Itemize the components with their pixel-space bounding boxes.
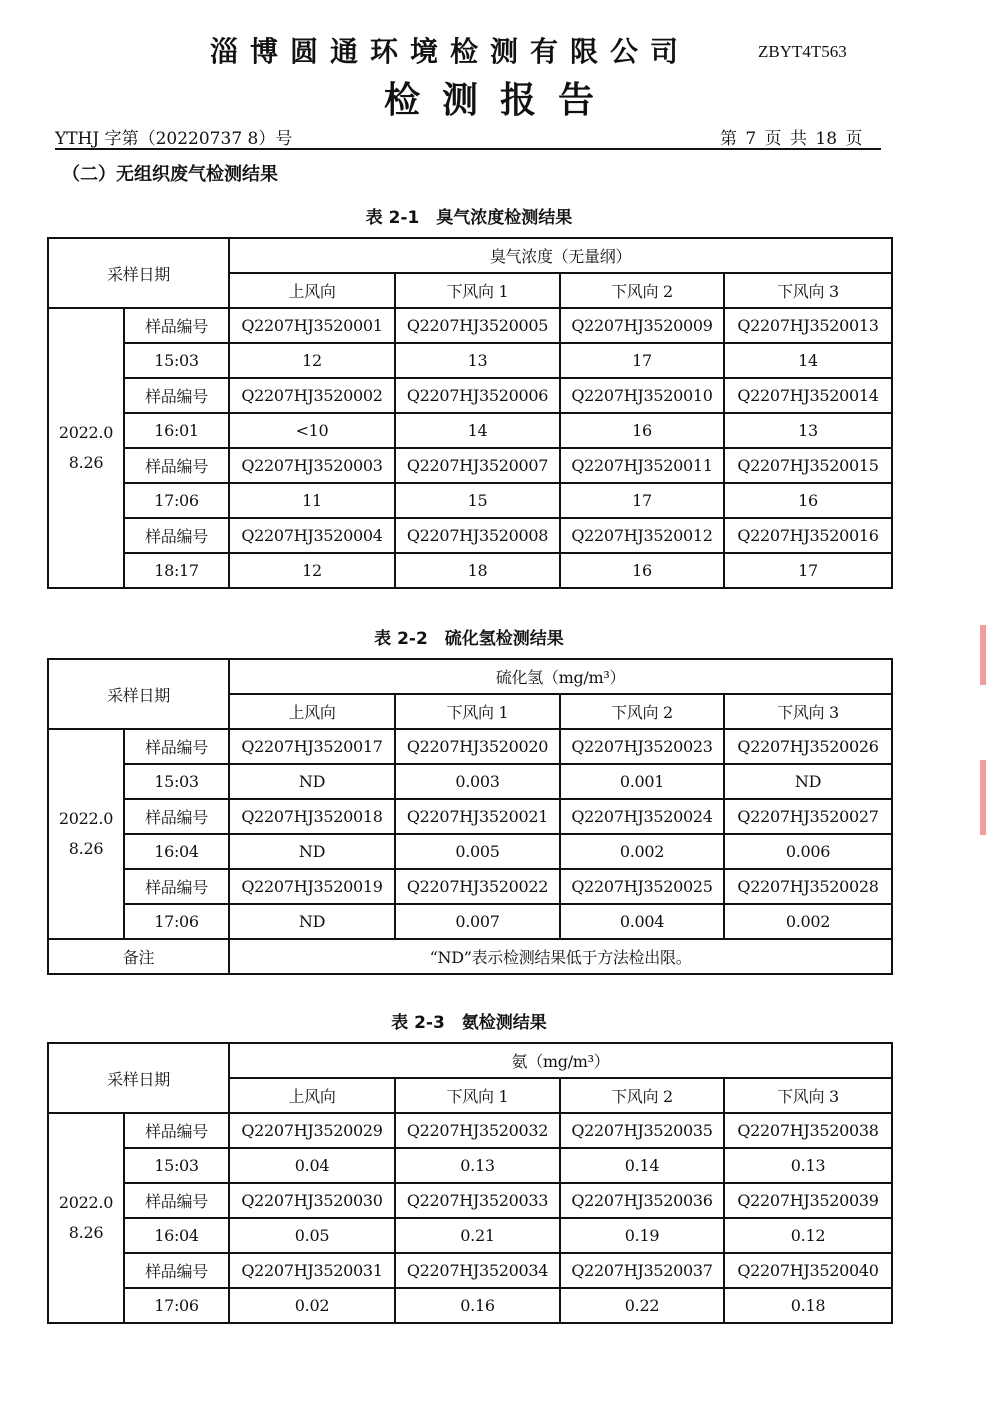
value-cell: Q2207HJ3520008 [395,518,560,553]
value-cell: Q2207HJ3520030 [229,1183,395,1218]
value-cell: 0.14 [560,1148,724,1183]
table-row [48,518,892,553]
sampling-date-cell [48,1113,124,1323]
value-cell: 0.12 [724,1218,892,1253]
row-label-cell: 样品编号 [124,308,229,343]
value-cell: Q2207HJ3520013 [724,308,892,343]
value-cell: Q2207HJ3520017 [229,729,395,764]
seal-mark [980,625,986,685]
value-cell: 0.04 [229,1148,395,1183]
row-label-cell: 17:06 [124,904,229,939]
sampling-date-cell [48,729,124,939]
column-header-cell: 下风向 1 [395,694,560,729]
row-label-cell: 样品编号 [124,1183,229,1218]
value-cell: 0.13 [724,1148,892,1183]
value-cell: Q2207HJ3520033 [395,1183,560,1218]
value-cell: <10 [229,413,395,448]
table-row [48,1183,892,1218]
value-cell: 16 [724,483,892,518]
value-cell: 0.005 [395,834,560,869]
value-cell: 16 [560,553,724,588]
note-text-cell: “ND”表示检测结果低于方法检出限。 [229,939,892,974]
table-row [48,764,892,799]
table-2-1-caption: 表 2-1 臭气浓度检测结果 [365,208,573,228]
column-header-cell: 下风向 3 [724,273,892,308]
table-2-2-caption: 表 2-2 硫化氢检测结果 [374,629,564,649]
section-title: （二）无组织废气检测结果 [62,164,278,185]
ammonia-table [47,1042,893,1324]
value-cell: 0.16 [395,1288,560,1323]
value-cell: 15 [395,483,560,518]
value-cell: 14 [724,343,892,378]
row-label-cell: 样品编号 [124,1253,229,1288]
date-header-cell: 采样日期 [48,659,229,729]
row-label-cell: 16:04 [124,834,229,869]
row-label-cell: 样品编号 [124,869,229,904]
page-info: 第 7 页 共 18 页 [720,129,863,149]
table-row [48,308,892,343]
value-cell: 18 [395,553,560,588]
value-cell: 0.05 [229,1218,395,1253]
value-cell: ND [229,764,395,799]
column-header-cell: 下风向 3 [724,1078,892,1113]
date-header-cell: 采样日期 [48,1043,229,1113]
odor-concentration-table [47,237,893,589]
row-label-cell: 15:03 [124,1148,229,1183]
value-cell: Q2207HJ3520034 [395,1253,560,1288]
seal-mark [980,760,986,835]
column-header-cell: 下风向 1 [395,1078,560,1113]
row-label-cell: 样品编号 [124,799,229,834]
hydrogen-sulfide-table [47,658,893,975]
table-2-3-caption: 表 2-3 氨检测结果 [391,1013,547,1033]
sampling-date-line: 2022.0 [58,809,114,828]
value-cell: Q2207HJ3520040 [724,1253,892,1288]
value-cell: Q2207HJ3520019 [229,869,395,904]
value-cell: 0.21 [395,1218,560,1253]
table-row [48,1253,892,1288]
company-name: 淄博圆通环境检测有限公司 [209,35,690,68]
value-cell: 17 [560,483,724,518]
header-divider [55,148,881,150]
value-cell: Q2207HJ3520035 [560,1113,724,1148]
group-header-cell: 氨（mg/m³） [229,1043,892,1078]
value-cell: Q2207HJ3520006 [395,378,560,413]
column-header-cell: 下风向 1 [395,273,560,308]
table-row [48,378,892,413]
value-cell: Q2207HJ3520004 [229,518,395,553]
row-label-cell: 16:04 [124,1218,229,1253]
value-cell: Q2207HJ3520009 [560,308,724,343]
report-code: ZBYT4T563 [758,42,847,61]
sampling-date-line: 2022.0 [58,1193,114,1212]
value-cell: Q2207HJ3520001 [229,308,395,343]
table-row [48,553,892,588]
row-label-cell: 样品编号 [124,448,229,483]
value-cell: 12 [229,553,395,588]
table-row [48,834,892,869]
row-label-cell: 样品编号 [124,518,229,553]
value-cell: 17 [724,553,892,588]
value-cell: Q2207HJ3520018 [229,799,395,834]
row-label-cell: 16:01 [124,413,229,448]
table-row [48,1288,892,1323]
value-cell: Q2207HJ3520029 [229,1113,395,1148]
table-row [48,904,892,939]
value-cell: 0.18 [724,1288,892,1323]
report-title: 检测报告 [383,80,616,121]
row-label-cell: 15:03 [124,764,229,799]
value-cell: Q2207HJ3520024 [560,799,724,834]
value-cell: Q2207HJ3520002 [229,378,395,413]
value-cell: Q2207HJ3520037 [560,1253,724,1288]
header-row [48,238,892,273]
value-cell: Q2207HJ3520028 [724,869,892,904]
value-cell: 16 [560,413,724,448]
value-cell: 0.002 [560,834,724,869]
value-cell: Q2207HJ3520023 [560,729,724,764]
table-row [48,1148,892,1183]
value-cell: Q2207HJ3520007 [395,448,560,483]
row-label-cell: 样品编号 [124,378,229,413]
table-row [48,343,892,378]
sampling-date-cell [48,308,124,588]
table-row [48,799,892,834]
value-cell: Q2207HJ3520015 [724,448,892,483]
table-row [48,1113,892,1148]
value-cell: Q2207HJ3520005 [395,308,560,343]
value-cell: ND [724,764,892,799]
table-row [48,413,892,448]
group-header-cell: 硫化氢（mg/m³） [229,659,892,694]
value-cell: Q2207HJ3520003 [229,448,395,483]
date-header-cell: 采样日期 [48,238,229,308]
value-cell: Q2207HJ3520025 [560,869,724,904]
value-cell: 11 [229,483,395,518]
column-header-cell: 下风向 2 [560,273,724,308]
value-cell: 0.13 [395,1148,560,1183]
value-cell: Q2207HJ3520032 [395,1113,560,1148]
value-cell: Q2207HJ3520039 [724,1183,892,1218]
column-header-cell: 上风向 [229,694,395,729]
table-row [48,729,892,764]
value-cell: ND [229,904,395,939]
column-header-cell: 上风向 [229,273,395,308]
value-cell: Q2207HJ3520022 [395,869,560,904]
value-cell: 0.002 [724,904,892,939]
value-cell: Q2207HJ3520038 [724,1113,892,1148]
group-header-cell: 臭气浓度（无量纲） [229,238,892,273]
value-cell: 0.006 [724,834,892,869]
value-cell: 0.001 [560,764,724,799]
sampling-date-line: 8.26 [68,839,104,858]
column-header-cell: 下风向 3 [724,694,892,729]
value-cell: Q2207HJ3520012 [560,518,724,553]
value-cell: Q2207HJ3520036 [560,1183,724,1218]
value-cell: Q2207HJ3520021 [395,799,560,834]
table-row [48,869,892,904]
header-row [48,1043,892,1078]
table-row [48,448,892,483]
value-cell: 0.02 [229,1288,395,1323]
row-label-cell: 样品编号 [124,729,229,764]
row-label-cell: 17:06 [124,483,229,518]
value-cell: Q2207HJ3520026 [724,729,892,764]
row-label-cell: 样品编号 [124,1113,229,1148]
column-header-cell: 下风向 2 [560,1078,724,1113]
value-cell: 0.004 [560,904,724,939]
table-row [48,483,892,518]
value-cell: Q2207HJ3520014 [724,378,892,413]
value-cell: Q2207HJ3520016 [724,518,892,553]
report-number: YTHJ 字第（20220737 8）号 [55,129,293,149]
value-cell: 0.19 [560,1218,724,1253]
value-cell: ND [229,834,395,869]
value-cell: 13 [395,343,560,378]
value-cell: 0.003 [395,764,560,799]
sampling-date-line: 8.26 [68,1223,104,1242]
value-cell: 17 [560,343,724,378]
value-cell: Q2207HJ3520010 [560,378,724,413]
column-header-cell: 下风向 2 [560,694,724,729]
column-header-cell: 上风向 [229,1078,395,1113]
value-cell: Q2207HJ3520020 [395,729,560,764]
value-cell: 12 [229,343,395,378]
note-row [48,939,892,974]
value-cell: Q2207HJ3520011 [560,448,724,483]
value-cell: Q2207HJ3520031 [229,1253,395,1288]
value-cell: 14 [395,413,560,448]
sampling-date-line: 8.26 [68,453,104,472]
value-cell: 13 [724,413,892,448]
row-label-cell: 15:03 [124,343,229,378]
value-cell: 0.22 [560,1288,724,1323]
row-label-cell: 17:06 [124,1288,229,1323]
sampling-date-line: 2022.0 [58,423,114,442]
note-label-cell: 备注 [48,939,229,974]
value-cell: 0.007 [395,904,560,939]
table-row [48,1218,892,1253]
row-label-cell: 18:17 [124,553,229,588]
value-cell: Q2207HJ3520027 [724,799,892,834]
header-row [48,659,892,694]
